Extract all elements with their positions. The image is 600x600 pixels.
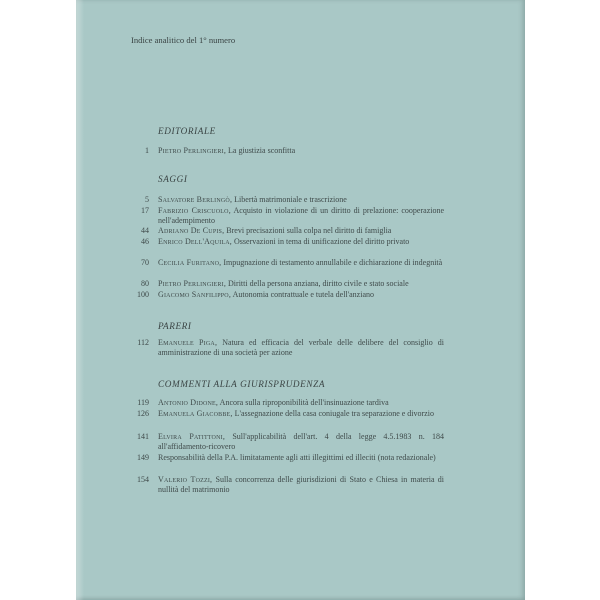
toc-entry-text <box>158 237 444 247</box>
book-page <box>76 0 525 600</box>
toc-entry-text <box>158 432 444 451</box>
toc-page-number: 141 <box>137 432 149 441</box>
toc-author: Fabrizio Criscuolo, <box>158 206 231 215</box>
page-header: Indice analitico del 1° numero <box>131 35 236 45</box>
toc-page-number: 70 <box>141 258 149 267</box>
toc-title: L'assegnazione della casa coniugale tra separazione e divorzio <box>234 409 434 418</box>
toc-entry-text <box>158 290 444 300</box>
toc-title: Natura ed efficacia del verbale delle delibere del consiglio di amministrazione di una società per azione <box>158 338 445 357</box>
toc-title: Autonomia contrattuale e tutela dell'anziano <box>232 290 374 299</box>
toc-page-number: 149 <box>137 453 149 462</box>
toc-title: Impugnazione di testamento annullabile e dichiarazione di indegnità <box>223 258 443 267</box>
toc-page-number: 80 <box>141 279 149 288</box>
toc-entry-text <box>158 226 444 236</box>
toc-entry-text <box>158 338 444 357</box>
toc-page-number: 126 <box>137 409 149 418</box>
toc-page-number: 17 <box>141 206 149 215</box>
toc-author: Antonio Didone, <box>158 398 219 407</box>
toc-entry-text <box>158 195 444 205</box>
section-title-editoriale: EDITORIALE <box>158 126 216 136</box>
toc-title: La giustizia sconfitta <box>228 146 296 155</box>
toc-page-number: 100 <box>137 290 149 299</box>
toc-page-number: 46 <box>141 237 149 246</box>
toc-title: Brevi precisazioni sulla colpa nel diritto di famiglia <box>226 226 392 235</box>
toc-title: Sulla concorrenza delle giurisdizioni di Stato e Chiesa in materia di nullità del matrimonio <box>158 475 445 494</box>
toc-entry-text <box>158 206 444 225</box>
section-title-saggi: SAGGI <box>158 174 188 184</box>
toc-author: Elvira Patittoni, <box>158 432 226 441</box>
toc-author: Enrico Dell'Aquila, <box>158 237 233 246</box>
toc-page-number: 5 <box>145 195 149 204</box>
toc-page-number: 119 <box>137 398 149 407</box>
toc-entry-text <box>158 475 444 494</box>
toc-title: Acquisto in violazione di un diritto di prelazione: cooperazione nell'adempimento <box>158 206 445 225</box>
toc-author: Emanuela Giacobbe, <box>158 409 233 418</box>
toc-page-number: 1 <box>145 146 149 155</box>
toc-author: Emanuele Piga, <box>158 338 218 347</box>
toc-entry-text <box>158 146 444 156</box>
toc-entry-text <box>158 453 444 463</box>
toc-title: Ancora sulla riproponibilità dell'insinuazione tardiva <box>219 398 389 407</box>
toc-author: Valerio Tozzi, <box>158 475 213 484</box>
toc-author: Adriano De Cupis, <box>158 226 225 235</box>
toc-title: Responsabilità della P.A. limitatamente agli atti illegittimi ed illeciti (nota redazionale) <box>158 453 436 462</box>
section-title-commenti: COMMENTI ALLA GIURISPRUDENZA <box>158 379 326 389</box>
toc-author: Cecilia Furitano, <box>158 258 222 267</box>
toc-entry-text <box>158 258 444 268</box>
toc-title: Sull'applicabilità dell'art. 4 della legge 4.5.1983 n. 184 all'affidamento-ricovero <box>158 432 445 451</box>
toc-author: Pietro Perlingieri, <box>158 279 227 288</box>
toc-page-number: 44 <box>141 226 149 235</box>
toc-author: Salvatore Berlingò, <box>158 195 233 204</box>
toc-entry-text <box>158 279 444 289</box>
toc-title: Osservazioni in tema di unificazione del diritto privato <box>234 237 410 246</box>
toc-entry-text <box>158 409 444 419</box>
toc-title: Libertà matrimoniale e trascrizione <box>234 195 347 204</box>
toc-entry-text <box>158 398 444 408</box>
toc-title: Diritti della persona anziana, diritto civile e stato sociale <box>228 279 409 288</box>
section-title-pareri: PARERI <box>158 321 192 331</box>
toc-author: Pietro Perlingieri, <box>158 146 227 155</box>
toc-page-number: 154 <box>137 475 149 484</box>
page-edge-shadow <box>76 0 84 600</box>
toc-author: Giacomo Sanfilippo, <box>158 290 232 299</box>
toc-page-number: 112 <box>137 338 149 347</box>
